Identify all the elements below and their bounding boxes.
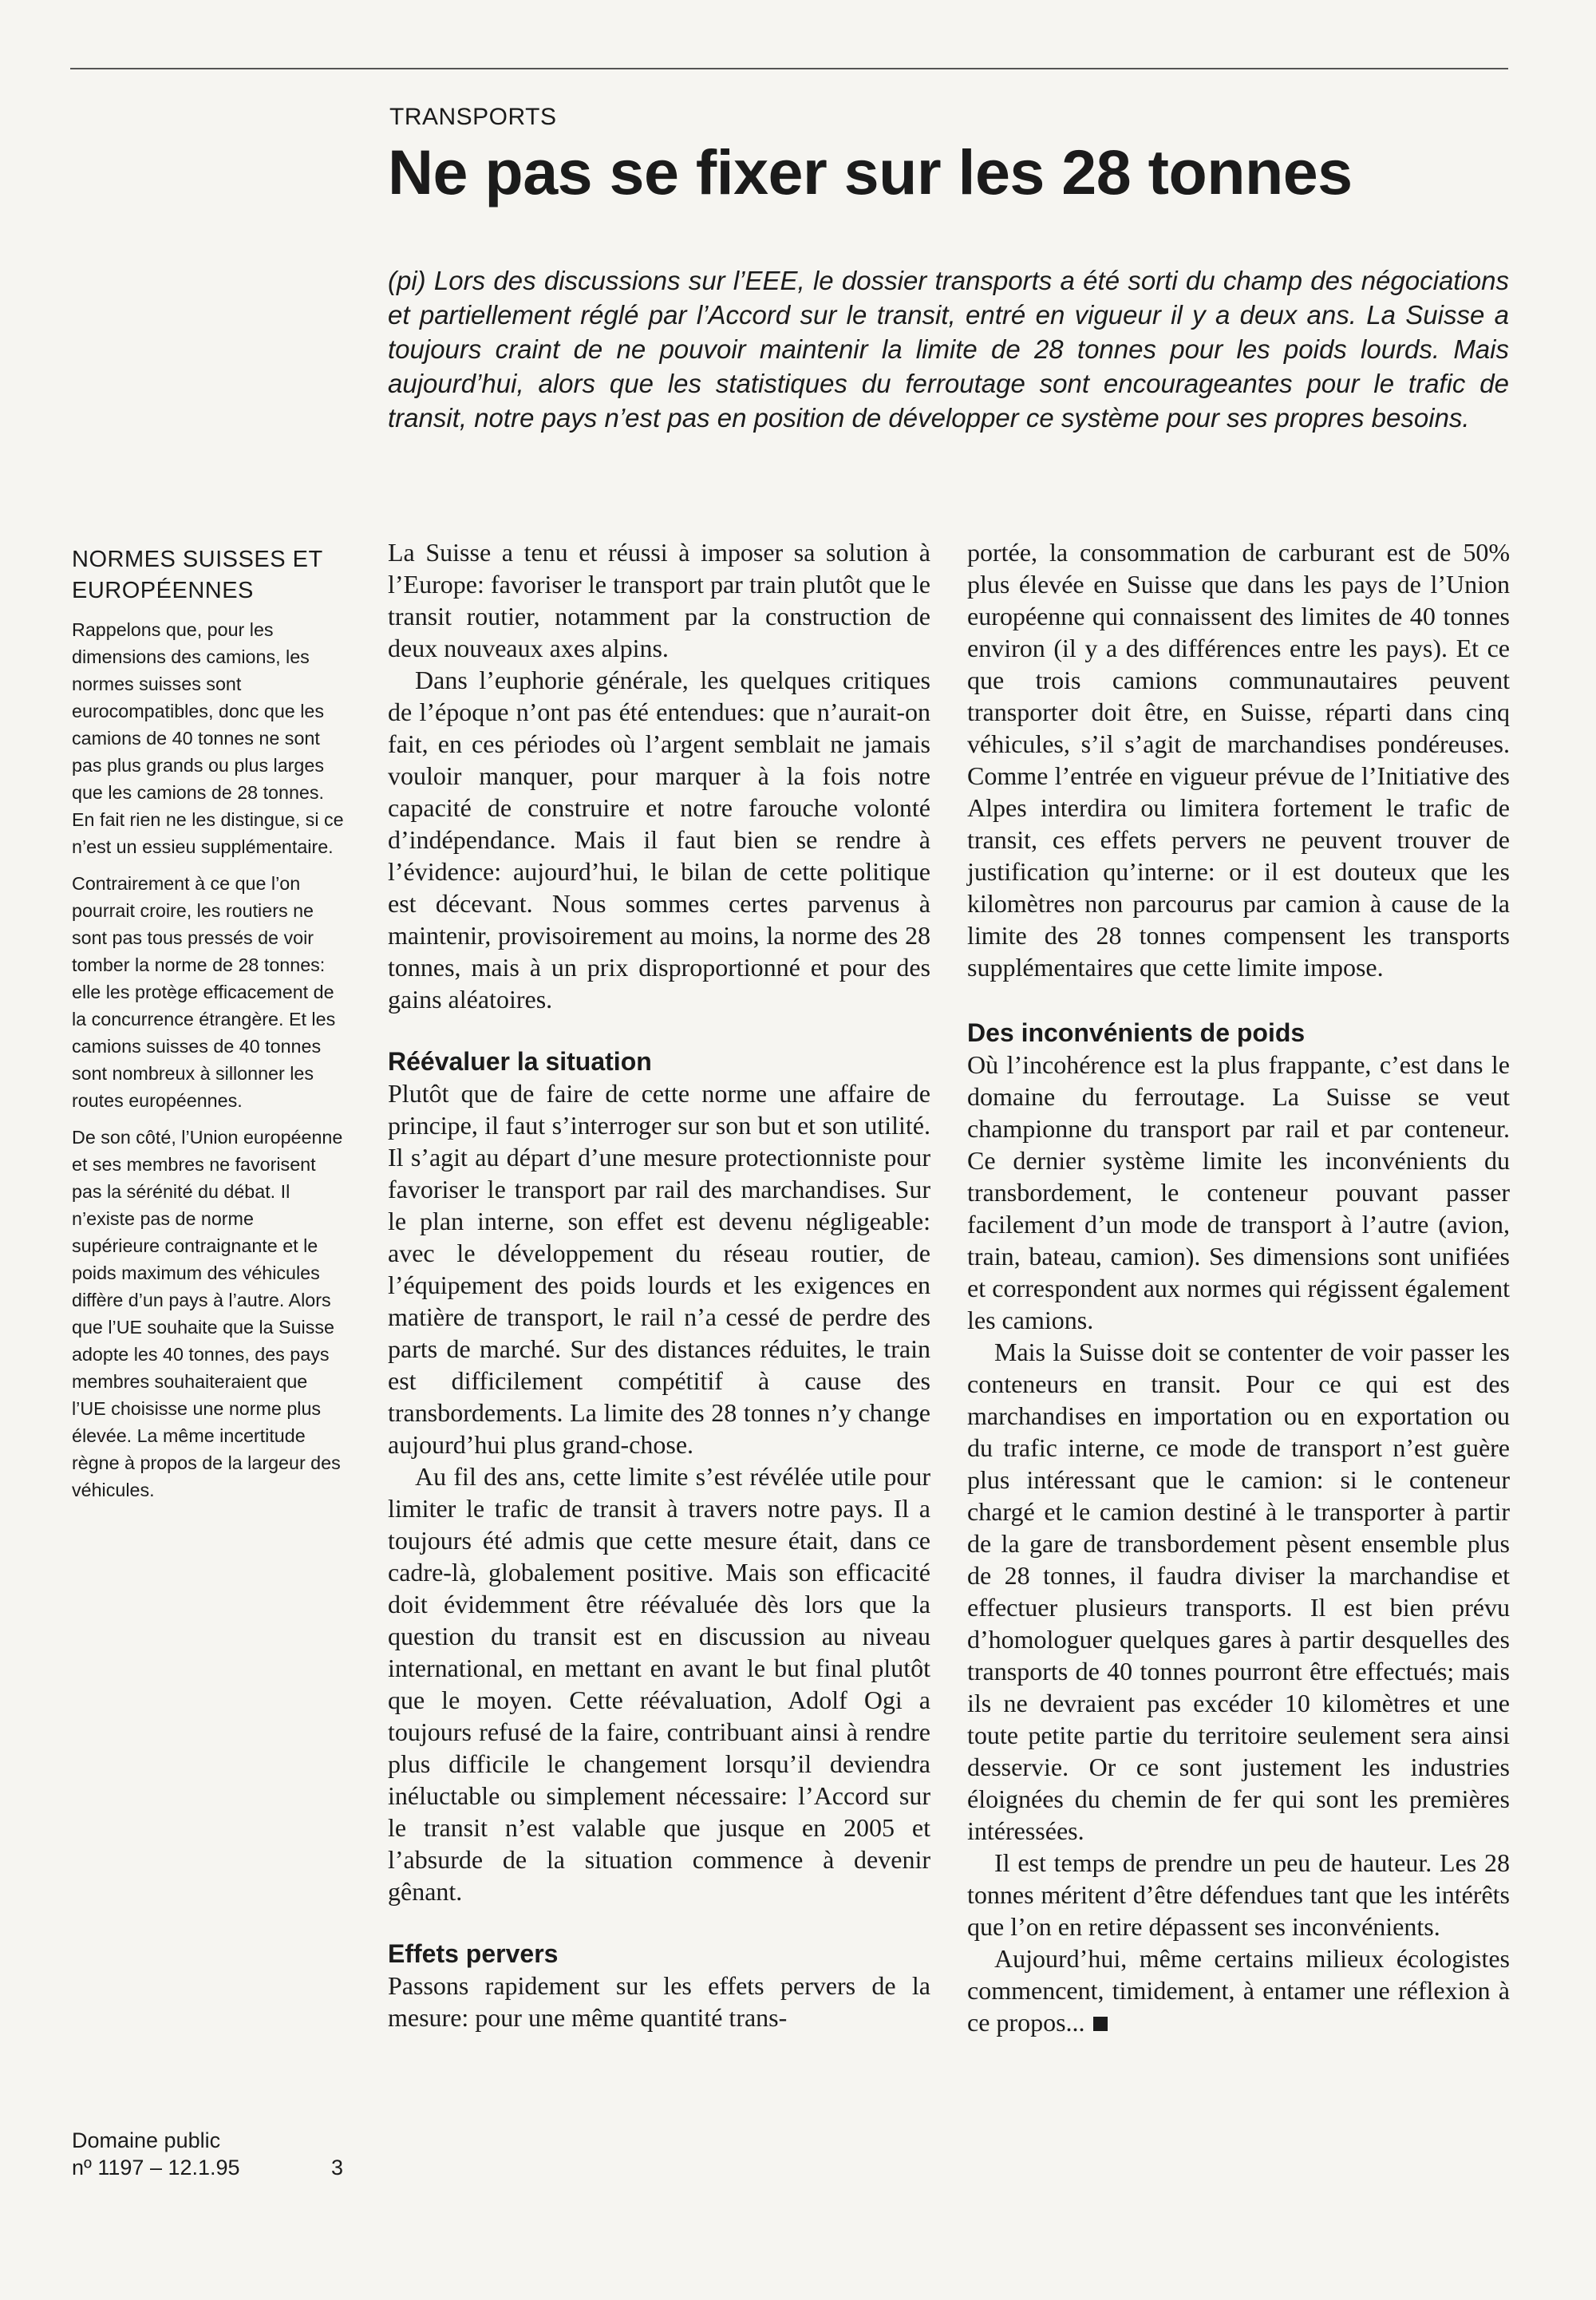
sidebar-paragraph: De son côté, l’Union européenne et ses membres ne favorisent pas la sérénité du débat. Il n’existe pas de norme supérieure contraignante et le poids maximum des véhicules diffère d’un pays à l’autre. Alors que l’UE souhaite que la Suisse adopte les 40 tonnes, des pays membres souhaiteraient que l’UE choisisse une norme plus élevée. La même incertitude règne à propos de la largeur des véhicules. [72, 1127, 343, 1500]
subheading: Effets pervers [388, 1939, 559, 1968]
issue-info: nº 1197 – 12.1.95 [72, 2156, 240, 2179]
body-paragraph: Au fil des ans, cette limite s’est révélée utile pour limiter le trafic de transit à travers notre pays. Il a toujours été admis que cette mesure était, dans ce cadre-là, globalement positive. Mais son efficacité doit évidemment être réévaluée dès lors que la question du transit est en discussion au niveau international, en mettant en avant le but final plutôt que le moyen. Cette réévaluation, Adolf Ogi a toujours refusé de la faire, contribuant ainsi à rendre plus difficile le changement lorsqu’il deviendra inéluctable ou simplement nécessaire: l’Accord sur le transit n’est valable que jusque en 2005 et l’absurde de la situation commence à devenir gênant. [388, 1462, 930, 1906]
body-paragraph: Il est temps de prendre un peu de hauteur. Les 28 tonnes méritent d’être défendues tant que les intérêts que l’on en retire dépassent ses inconvénients. [967, 1848, 1510, 1941]
publication-name: Domaine public [72, 2128, 221, 2152]
end-mark-icon [1093, 2017, 1108, 2031]
body-paragraph: La Suisse a tenu et réussi à imposer sa solution à l’Europe: favoriser le transport par train plutôt que le transit routier, notamment par la construction de deux nouveaux axes alpins. [388, 538, 930, 662]
body-paragraph: Passons rapidement sur les effets pervers de la mesure: pour une même quantité trans- [388, 1971, 930, 2032]
section-kicker: TRANSPORTS [389, 104, 557, 130]
sidebar-heading: NORMES SUISSES ET EUROPÉENNES [72, 547, 323, 603]
article-title: Ne pas se fixer sur les 28 tonnes [388, 136, 1353, 207]
body-paragraph: portée, la consommation de carburant est de 50% plus élevée en Suisse que dans les pays de l’Union européenne qui connaissent des limites de 40 tonnes environ (il y a des différences entre les pays). Et ce que trois camions communautaires peuvent transporter doit être, en Suisse, réparti dans cinq véhicules, s’il s’agit de marchandises pondéreuses. Comme l’entrée en vigueur prévue de l’Initiative des Alpes interdira ou limitera fortement le trafic de transit, ces effets pervers ne peuvent trouver de justification qu’interne: or il est douteux que les kilomètres non parcourus par camion à cause de la limite des 28 tonnes compensent les transports supplémentaires que cette limite impose. [967, 538, 1510, 982]
sidebar-paragraph: Rappelons que, pour les dimensions des camions, les normes suisses sont eurocompatibles, donc que les camions de 40 tonnes ne sont pas plus grands ou plus larges que les camions de 28 tonnes. En fait rien ne les distingue, si ce n’est un essieu supplémentaire. [72, 619, 344, 857]
body-paragraph: Plutôt que de faire de cette norme une affaire de principe, il faut s’interroger sur son but et son utilité. Il s’agit au départ d’une mesure protectionniste pour favoriser le transport par rail des marchandises. Sur le plan interne, son effet est devenu négligeable: avec le développement du réseau routier, de l’équipement des poids lourds et les exigences en matière de transport, le rail n’a cessé de perdre des parts de marché. Sur des distances réduites, le train est difficilement compétitif à cause des transbordements. La limite des 28 tonnes n’y change aujourd’hui plus grand-chose. [388, 1079, 930, 1459]
body-paragraph: Dans l’euphorie générale, les quelques critiques de l’époque n’ont pas été entendues: que n’aurait-on fait, en ces périodes où l’argent semblait ne jamais vouloir manquer, pour marquer à la fois notre capacité de construire et notre farouche volonté d’indépendance. Mais il faut bien se rendre à l’évidence: aujourd’hui, le bilan de cette politique est décevant. Nous sommes certes parvenus à maintenir, provisoirement au moins, la norme des 28 tonnes, mais à un prix disproportionné et pour des gains aléatoires. [388, 666, 930, 1014]
body-paragraph: Mais la Suisse doit se contenter de voir passer les conteneurs en transit. Pour ce qui est des marchandises en importation ou en exportation ou du trafic interne, ce mode de transport n’est guère plus intéressant que le camion: si le conteneur chargé et le camion destiné à le transporter à partir de la gare de transbordement pèsent ensemble plus de 28 tonnes, il faudra diviser la marchandise et effectuer plusieurs transports. Il est bien prévu d’homologuer quelques gares à partir desquelles des transports de 40 tonnes pourront être effectués; mais ils ne devraient pas excéder 10 kilomètres et une toute petite partie du territoire seulement sera ainsi desservie. Or ce sont justement les industries éloignées du chemin de fer qui sont les premières intéressées. [967, 1338, 1510, 1845]
top-rule [70, 68, 1508, 69]
sidebar-box [72, 544, 346, 1513]
sidebar-paragraph: Contrairement à ce que l’on pourrait croire, les routiers ne sont pas tous pressés de voir tomber la norme de 28 tonnes: elle les protège efficacement de la concurrence étrangère. Et les camions suisses de 40 tonnes sont nombreux à sillonner les routes européennes. [72, 873, 336, 1111]
lead-paragraph: (pi) Lors des discussions sur l’EEE, le dossier transports a été sorti du champ des négociations et partiellement réglé par l’Accord sur le transit, entré en vigueur il y a deux ans. La Suisse a toujours craint de ne pouvoir maintenir la limite de 28 tonnes pour les poids lourds. Mais aujourd’hui, alors que les statistiques du ferroutage sont encourageantes pour le trafic de transit, notre pays n’est pas en position de développer ce système pour ses propres besoins. [388, 266, 1509, 433]
final-text: Aujourd’hui, même certains milieux écologistes commencent, timidement, à entamer une réflexion à ce propos... [967, 1944, 1510, 2037]
body-paragraph: Où l’incohérence est la plus frappante, c’est dans le domaine du ferroutage. La Suisse se veut championne du transport par rail et par conteneur. Ce dernier système limite les inconvénients du transbordement, le conteneur pouvant passer facilement d’un mode de transport à l’autre (avion, train, bateau, camion). Ses dimensions sont unifiées et correspondent aux normes qui régissent également les camions. [967, 1050, 1510, 1334]
footer-publication [72, 2127, 240, 2181]
body-paragraph-final [967, 1942, 1510, 2038]
subheading: Des inconvénients de poids [967, 1018, 1306, 1047]
page-number: 3 [331, 2156, 344, 2179]
subheading: Réévaluer la situation [388, 1047, 652, 1076]
article-column-2 [967, 536, 1510, 2038]
article-column-1 [388, 536, 930, 2033]
